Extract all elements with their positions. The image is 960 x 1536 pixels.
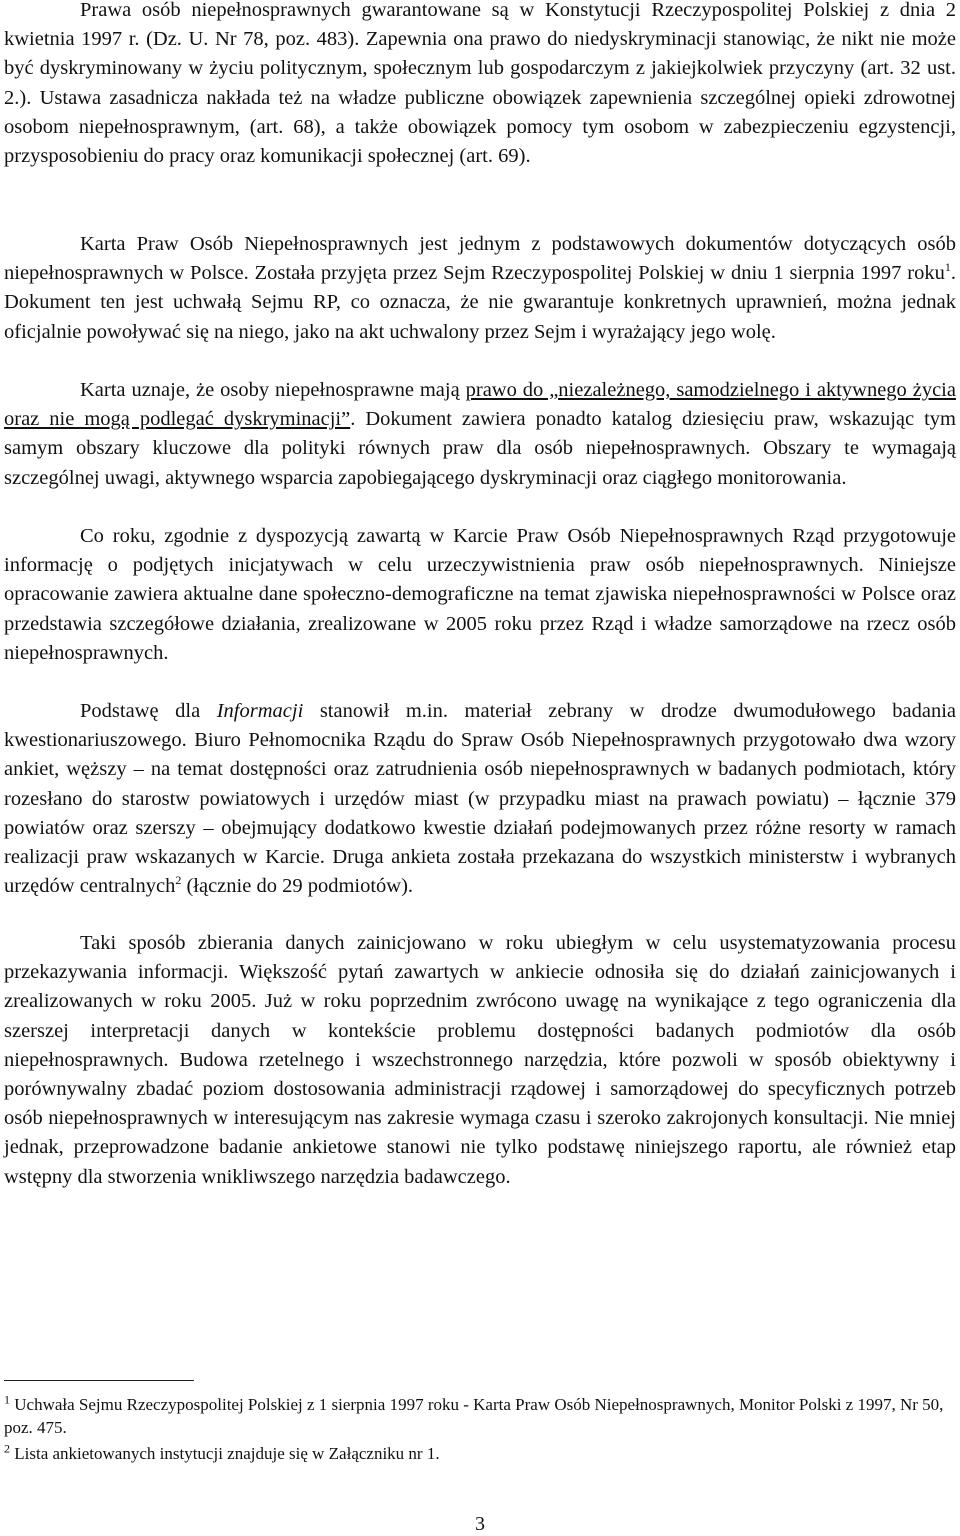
footnote-1-marker: 1 [4,1392,10,1407]
paragraph-podstawe [4,697,956,901]
text-run: Karta uznaje, że osoby niepełnosprawne mają [80,379,466,401]
text-run: . Dokument zawiera ponadto katalog dziesięciu praw, wskazując tym samym obszary kluczowe dla polityki równych praw dla osób niepełnosprawnych. Obszary te wymagają szczególnej uwagi, aktywnego wsparcia zapobiegającego dyskryminacji oraz ciągłego monitorowania. [4,408,956,489]
paragraph-co-roku [4,522,956,668]
underlined-text: prawo do „niezależnego, samodzielnego i aktywnego życia oraz nie mogą podlegać dyskryminacji” [4,379,956,431]
text-run: (łącznie do 29 podmiotów). [181,875,414,898]
footnote-1-text: Uchwała Sejmu Rzeczypospolitej Polskiej z 1 sierpnia 1997 roku - Karta Praw Osób Niepełnosprawnych, Monitor Polski z 1997, Nr 50, poz. 475. [4,1395,944,1437]
text-run: Karta Praw Osób Niepełnosprawnych jest jednym z podstawowych dokumentów dotyczących osób niepełnosprawnych w Polsce. Została przyjęta przez Sejm Rzeczypospolitej Polskiej w dniu 1 sierpnia 1997 roku [4,233,956,285]
footnote-2-marker: 2 [4,1441,10,1456]
footnote-2 [4,1442,956,1465]
footnote-reference: 2 [175,873,182,888]
paragraph-karta-praw [4,230,956,347]
text-run: Co roku, zgodnie z dyspozycją zawartą w Karcie Praw Osób Niepełnosprawnych Rząd przygotowuje informację o podjętych inicjatywach w celu urzeczywistnienia praw osób niepełnosprawnych. Niniejsze opracowanie zawiera aktualne dane społeczno-demograficzne na temat zjawiska niepełnosprawności w Polsce oraz przedstawia szczegółowe działania, zrealizowane w 2005 roku przez Rząd i władze samorządowe na rzecz osób niepełnosprawnych. [4,525,956,664]
footnote-2-text: Lista ankietowanych instytucji znajduje się w Załączniku nr 1. [10,1444,440,1463]
text-run: stanowił m.in. materiał zebrany w drodze dwumodułowego badania kwestionariuszowego. Biuro Pełnomocnika Rządu do Spraw Osób Niepełnosprawnych przygotowało dwa wzory ankiet, węższy – na temat dostępności oraz zatrudnienia osób niepełnosprawnych w badanych podmiotach, który rozesłano do starostw powiatowych i urzędów miast (w przypadku miast na prawach powiatu) – łącznie 379 powiatów oraz szerszy – obejmujący dodatkowo kwestie działań podejmowanych przez różne resorty w ramach realizacji praw wskazanych w Karcie. Druga ankieta została przekazana do wszystkich ministerstw i wybranych urzędów centralnych [4,700,957,898]
text-run: Podstawę dla [80,700,217,722]
footnote-reference: 1 [944,260,951,275]
text-run: . Dokument ten jest uchwałą Sejmu RP, co oznacza, że nie gwarantuje konkretnych uprawnień, można jednak oficjalnie powoływać się na niego, jako na akt uchwalony przez Sejm i wyrażający jego wolę. [4,262,956,343]
text-run: Taki sposób zbierania danych zainicjowano w roku ubiegłym w celu usystematyzowania procesu przekazywania informacji. Większość pytań zawartych w ankiecie odnosiła się do działań zainicjowanych i zrealizowanych w roku 2005. Już w roku poprzednim zwrócono uwagę na wynikające z tego ograniczenia dla szerszej interpretacji danych w kontekście problemu dostępności badanych podmiotów dla osób niepełnosprawnych. Budowa rzetelnego i wszechstronnego narzędzia, które pozwoli w sposób obiektywny i porównywalny zbadać poziom dostosowania administracji rządowej i samorządowej do specyficznych potrzeb osób niepełnosprawnych w interesującym nas zakresie wymaga czasu i szeroko zakrojonych konsultacji. Nie mniej jednak, przeprowadzone badanie ankietowe stanowi nie tylko podstawę niniejszego raportu, ale również etap wstępny dla stworzenia wnikliwszego narzędzia badawczego. [4,932,956,1188]
italic-text: Informacji [216,700,304,722]
footnote-1 [4,1393,956,1439]
footnote-separator [4,1380,194,1381]
paragraph-constitution [4,0,956,171]
paragraph-taki-sposob [4,929,956,1192]
page-number: 3 [475,1513,485,1535]
paragraph-karta-uznaje [4,376,956,493]
text-run: Prawa osób niepełnosprawnych gwarantowane są w Konstytucji Rzeczypospolitej Polskiej z dnia 2 kwietnia 1997 r. (Dz. U. Nr 78, poz. 483). Zapewnia ona prawo do niedyskryminacji stanowiąc, że nikt nie może być dyskryminowany w życiu politycznym, społecznym lub gospodarczym z jakiejkolwiek przyczyny (art. 32 ust. 2.). Ustawa zasadnicza nakłada też na władze publiczne obowiązek zapewnienia szczególnej opieki zdrowotnej osobom niepełnosprawnym, (art. 68), a także obowiązek pomocy tym osobom w zabezpieczeniu egzystencji, przysposobieniu do pracy oraz komunikacji społecznej (art. 69). [4,0,956,168]
